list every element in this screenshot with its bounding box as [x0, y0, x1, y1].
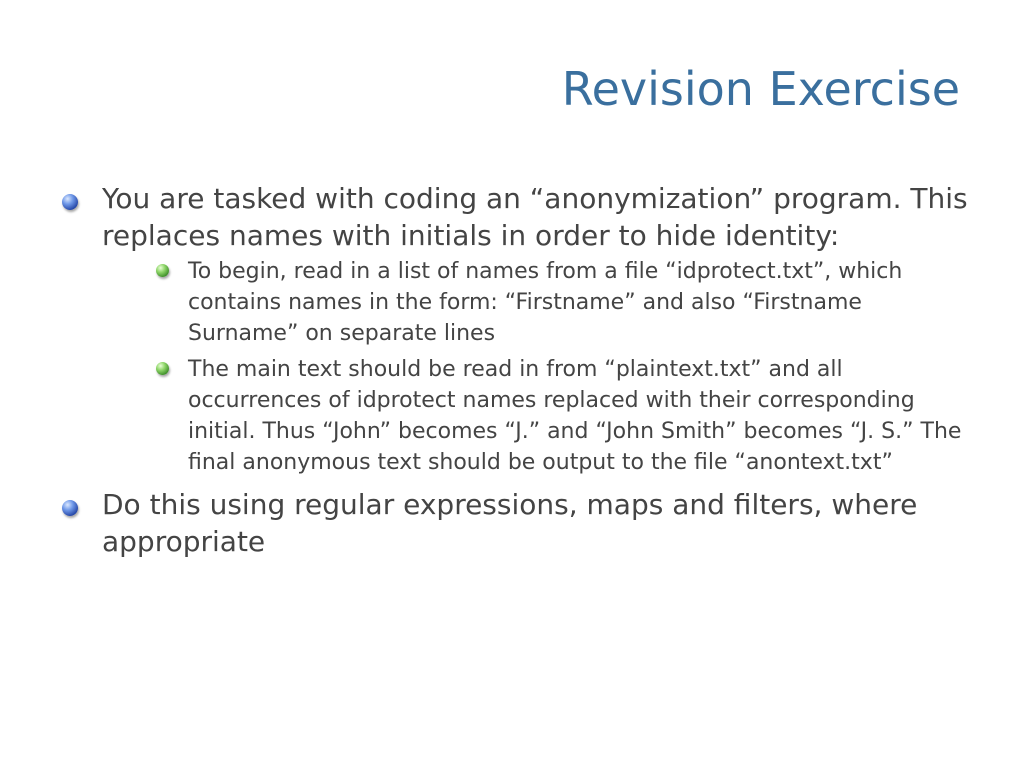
bullet-text: Do this using regular expressions, maps and filters, where appropriate [102, 488, 918, 558]
green-sphere-bullet-icon [156, 362, 169, 375]
sub-bullet-item [144, 354, 970, 478]
sub-bullet-item [144, 256, 970, 349]
green-sphere-bullet-icon [156, 264, 169, 277]
sub-bullet-list [102, 256, 970, 478]
blue-sphere-bullet-icon [62, 194, 78, 210]
blue-sphere-bullet-icon [62, 500, 78, 516]
slide-title: Revision Exercise [561, 62, 960, 116]
slide-content [60, 180, 970, 560]
sub-bullet-text: The main text should be read in from “plaintext.txt” and all occurrences of idprotect names replaced with their corresponding initial. Thus “John” becomes “J.” and “John Smith” becomes “J. S.” The final anonymous text should be output to the file “anontext.txt” [188, 357, 962, 475]
sub-bullet-text: To begin, read in a list of names from a file “idprotect.txt”, which contains names in the form: “Firstname” and also “Firstname Surname” on separate lines [188, 259, 903, 346]
bullet-text: You are tasked with coding an “anonymization” program. This replaces names with initials in order to hide identity: [102, 182, 968, 252]
bullet-item [60, 180, 970, 478]
bullet-item [60, 486, 970, 560]
